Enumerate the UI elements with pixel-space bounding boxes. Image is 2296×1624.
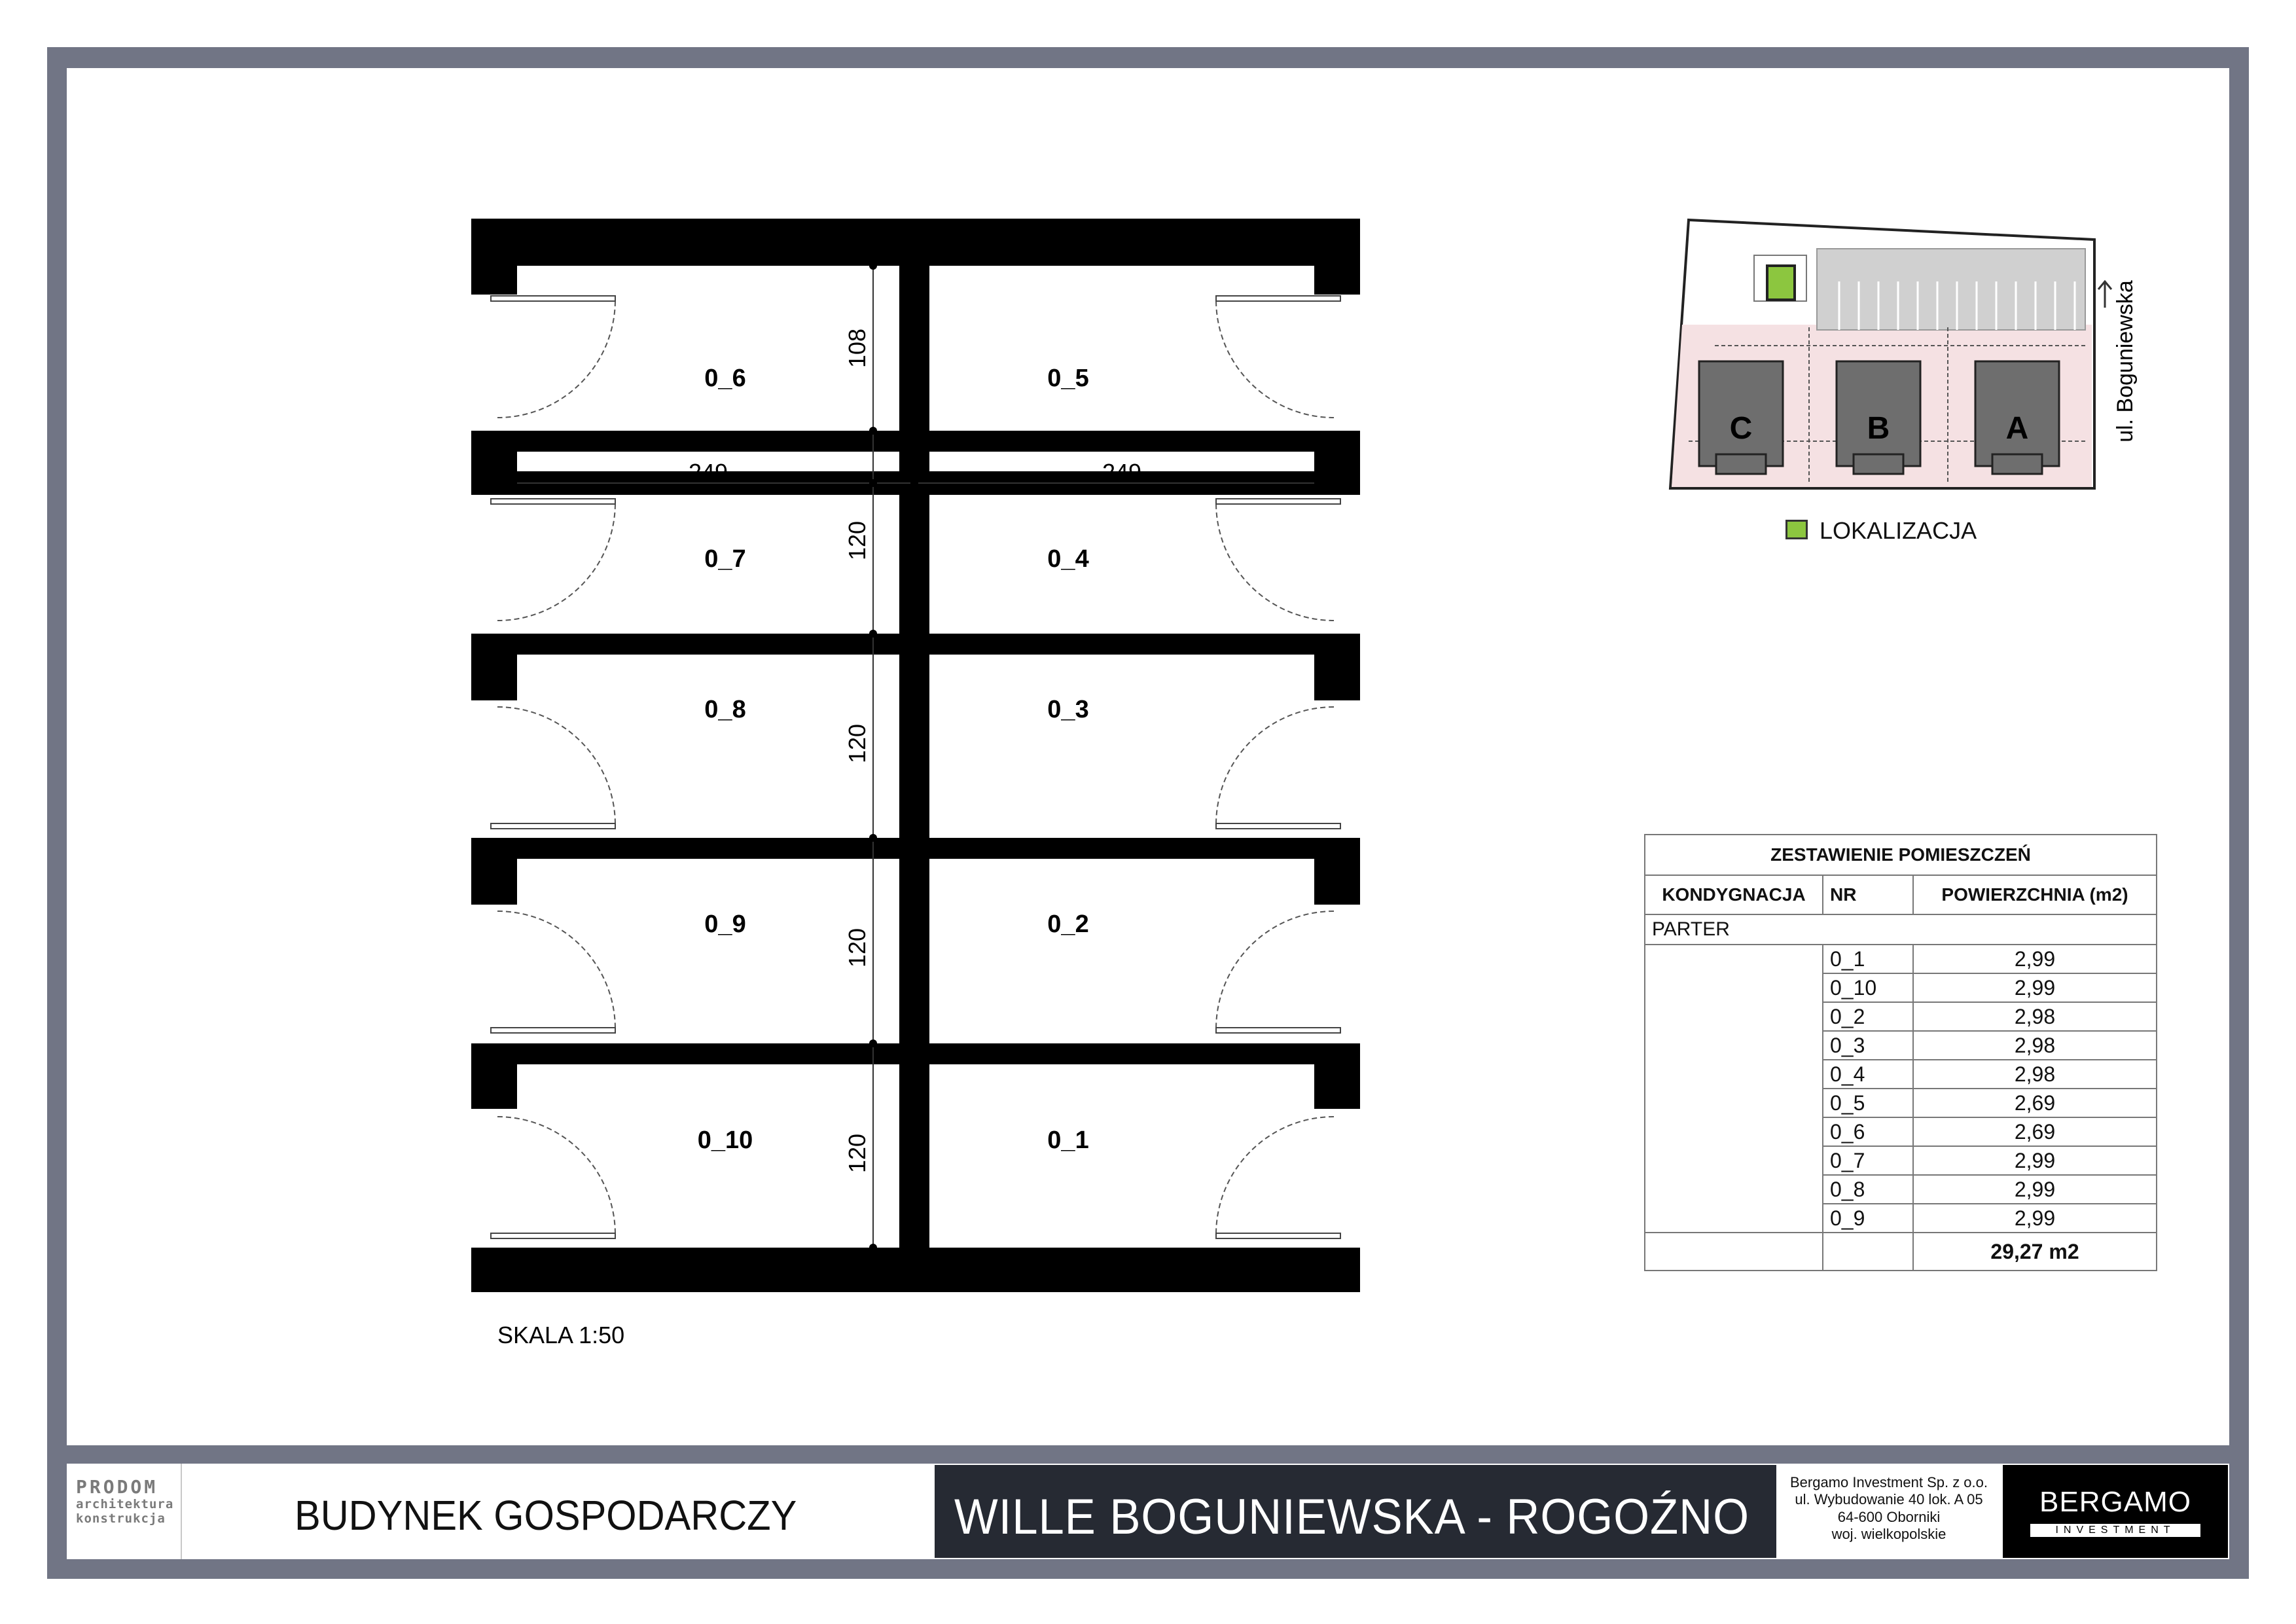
depth-dimension: 108 [844, 328, 870, 369]
column-header: KONDYGNACJA [1645, 875, 1823, 914]
top-wall [471, 219, 1360, 266]
room-number: 0_8 [1823, 1175, 1913, 1204]
total-empty-cell [1823, 1233, 1913, 1271]
rooms-table [1644, 834, 2157, 1271]
brand-sub: INVESTMENT [2030, 1524, 2200, 1537]
room-label-left: 0_9 [704, 911, 746, 938]
right-top-pier [1314, 219, 1360, 295]
room-number: 0_9 [1823, 1204, 1913, 1233]
legend-label: LOKALIZACJA [1820, 517, 1977, 544]
street-label: ul. Boguniewska [2113, 280, 2138, 442]
room-number: 0_1 [1823, 945, 1913, 973]
brand-logo [2003, 1465, 2228, 1558]
room-label-left: 0_7 [704, 545, 746, 573]
address-line: woj. wielkopolskie [1831, 1526, 1946, 1543]
room-label-left: 0_8 [704, 696, 746, 723]
address-line: ul. Wybudowanie 40 lok. A 05 [1795, 1491, 1983, 1508]
room-label-right: 0_5 [1047, 365, 1089, 392]
room-area: 2,98 [1913, 1060, 2157, 1089]
room-area: 2,98 [1913, 1031, 2157, 1060]
building-label: A [2005, 411, 2029, 446]
room-label-right: 0_1 [1047, 1127, 1089, 1154]
room-area: 2,99 [1913, 1175, 2157, 1204]
room-number: 0_4 [1823, 1060, 1913, 1089]
depth-dimension: 120 [844, 1133, 870, 1174]
legend-swatch [1785, 520, 1808, 539]
room-area: 2,99 [1913, 1204, 2157, 1233]
room-number: 0_7 [1823, 1146, 1913, 1175]
office-line: konstrukcja [76, 1511, 166, 1526]
site-map [1670, 220, 2138, 488]
room-number: 0_5 [1823, 1089, 1913, 1117]
total-empty-cell [1645, 1233, 1823, 1271]
room-label-left: 0_6 [704, 365, 746, 392]
right-bottom-pier [1314, 1248, 1360, 1292]
scale-label: SKALA 1:50 [497, 1322, 625, 1348]
depth-dimension: 120 [844, 928, 870, 968]
room-label-right: 0_4 [1047, 545, 1089, 573]
total-area: 29,27 m2 [1913, 1233, 2157, 1271]
building-name: BUDYNEK GOSPODARCZY [295, 1492, 797, 1539]
building-label: C [1729, 411, 1753, 446]
left-top-pier [471, 219, 517, 295]
room-number: 0_2 [1823, 1002, 1913, 1031]
column-header: NR [1823, 875, 1913, 914]
central-wall [899, 266, 929, 1248]
project-name: WILLE BOGUNIEWSKA - ROGOŹNO [954, 1489, 1750, 1545]
room-area: 2,99 [1913, 1146, 2157, 1175]
room-area: 2,99 [1913, 945, 2157, 973]
room-label-left: 0_10 [697, 1127, 753, 1154]
brand-name: BERGAMO [2039, 1486, 2191, 1518]
project-banner [935, 1465, 1776, 1558]
room-number: 0_6 [1823, 1117, 1913, 1146]
bottom-wall [471, 1248, 1360, 1292]
building-label: B [1867, 411, 1890, 446]
arrow-icon [2098, 281, 2111, 308]
depth-dimension: 120 [844, 520, 870, 561]
floor-label: PARTER [1645, 914, 2157, 945]
office-name: PRODOM [76, 1476, 158, 1498]
address-line: 64-600 Oborniki [1837, 1508, 1941, 1525]
location-marker [1767, 266, 1795, 300]
left-bottom-pier [471, 1248, 517, 1292]
room-label-right: 0_2 [1047, 911, 1089, 938]
divider [181, 1464, 182, 1559]
column-header: POWIERZCHNIA (m2) [1913, 875, 2157, 914]
width-dimension: 249 [688, 459, 728, 486]
investor-address [1778, 1474, 2000, 1543]
table-title: ZESTAWIENIE POMIESZCZEŃ [1645, 835, 2157, 875]
room-label-right: 0_3 [1047, 696, 1089, 723]
floor-cell [1645, 945, 1823, 1233]
title-block [67, 1464, 2229, 1559]
room-area: 2,98 [1913, 1002, 2157, 1031]
depth-dimension: 120 [844, 723, 870, 764]
office-line: architektura [76, 1497, 174, 1512]
room-area: 2,99 [1913, 973, 2157, 1002]
room-area: 2,69 [1913, 1117, 2157, 1146]
room-area: 2,69 [1913, 1089, 2157, 1117]
width-dimension: 249 [1102, 459, 1142, 486]
room-number: 0_10 [1823, 973, 1913, 1002]
address-line: Bergamo Investment Sp. z o.o. [1789, 1474, 1988, 1490]
office-logo [76, 1477, 174, 1526]
room-number: 0_3 [1823, 1031, 1913, 1060]
